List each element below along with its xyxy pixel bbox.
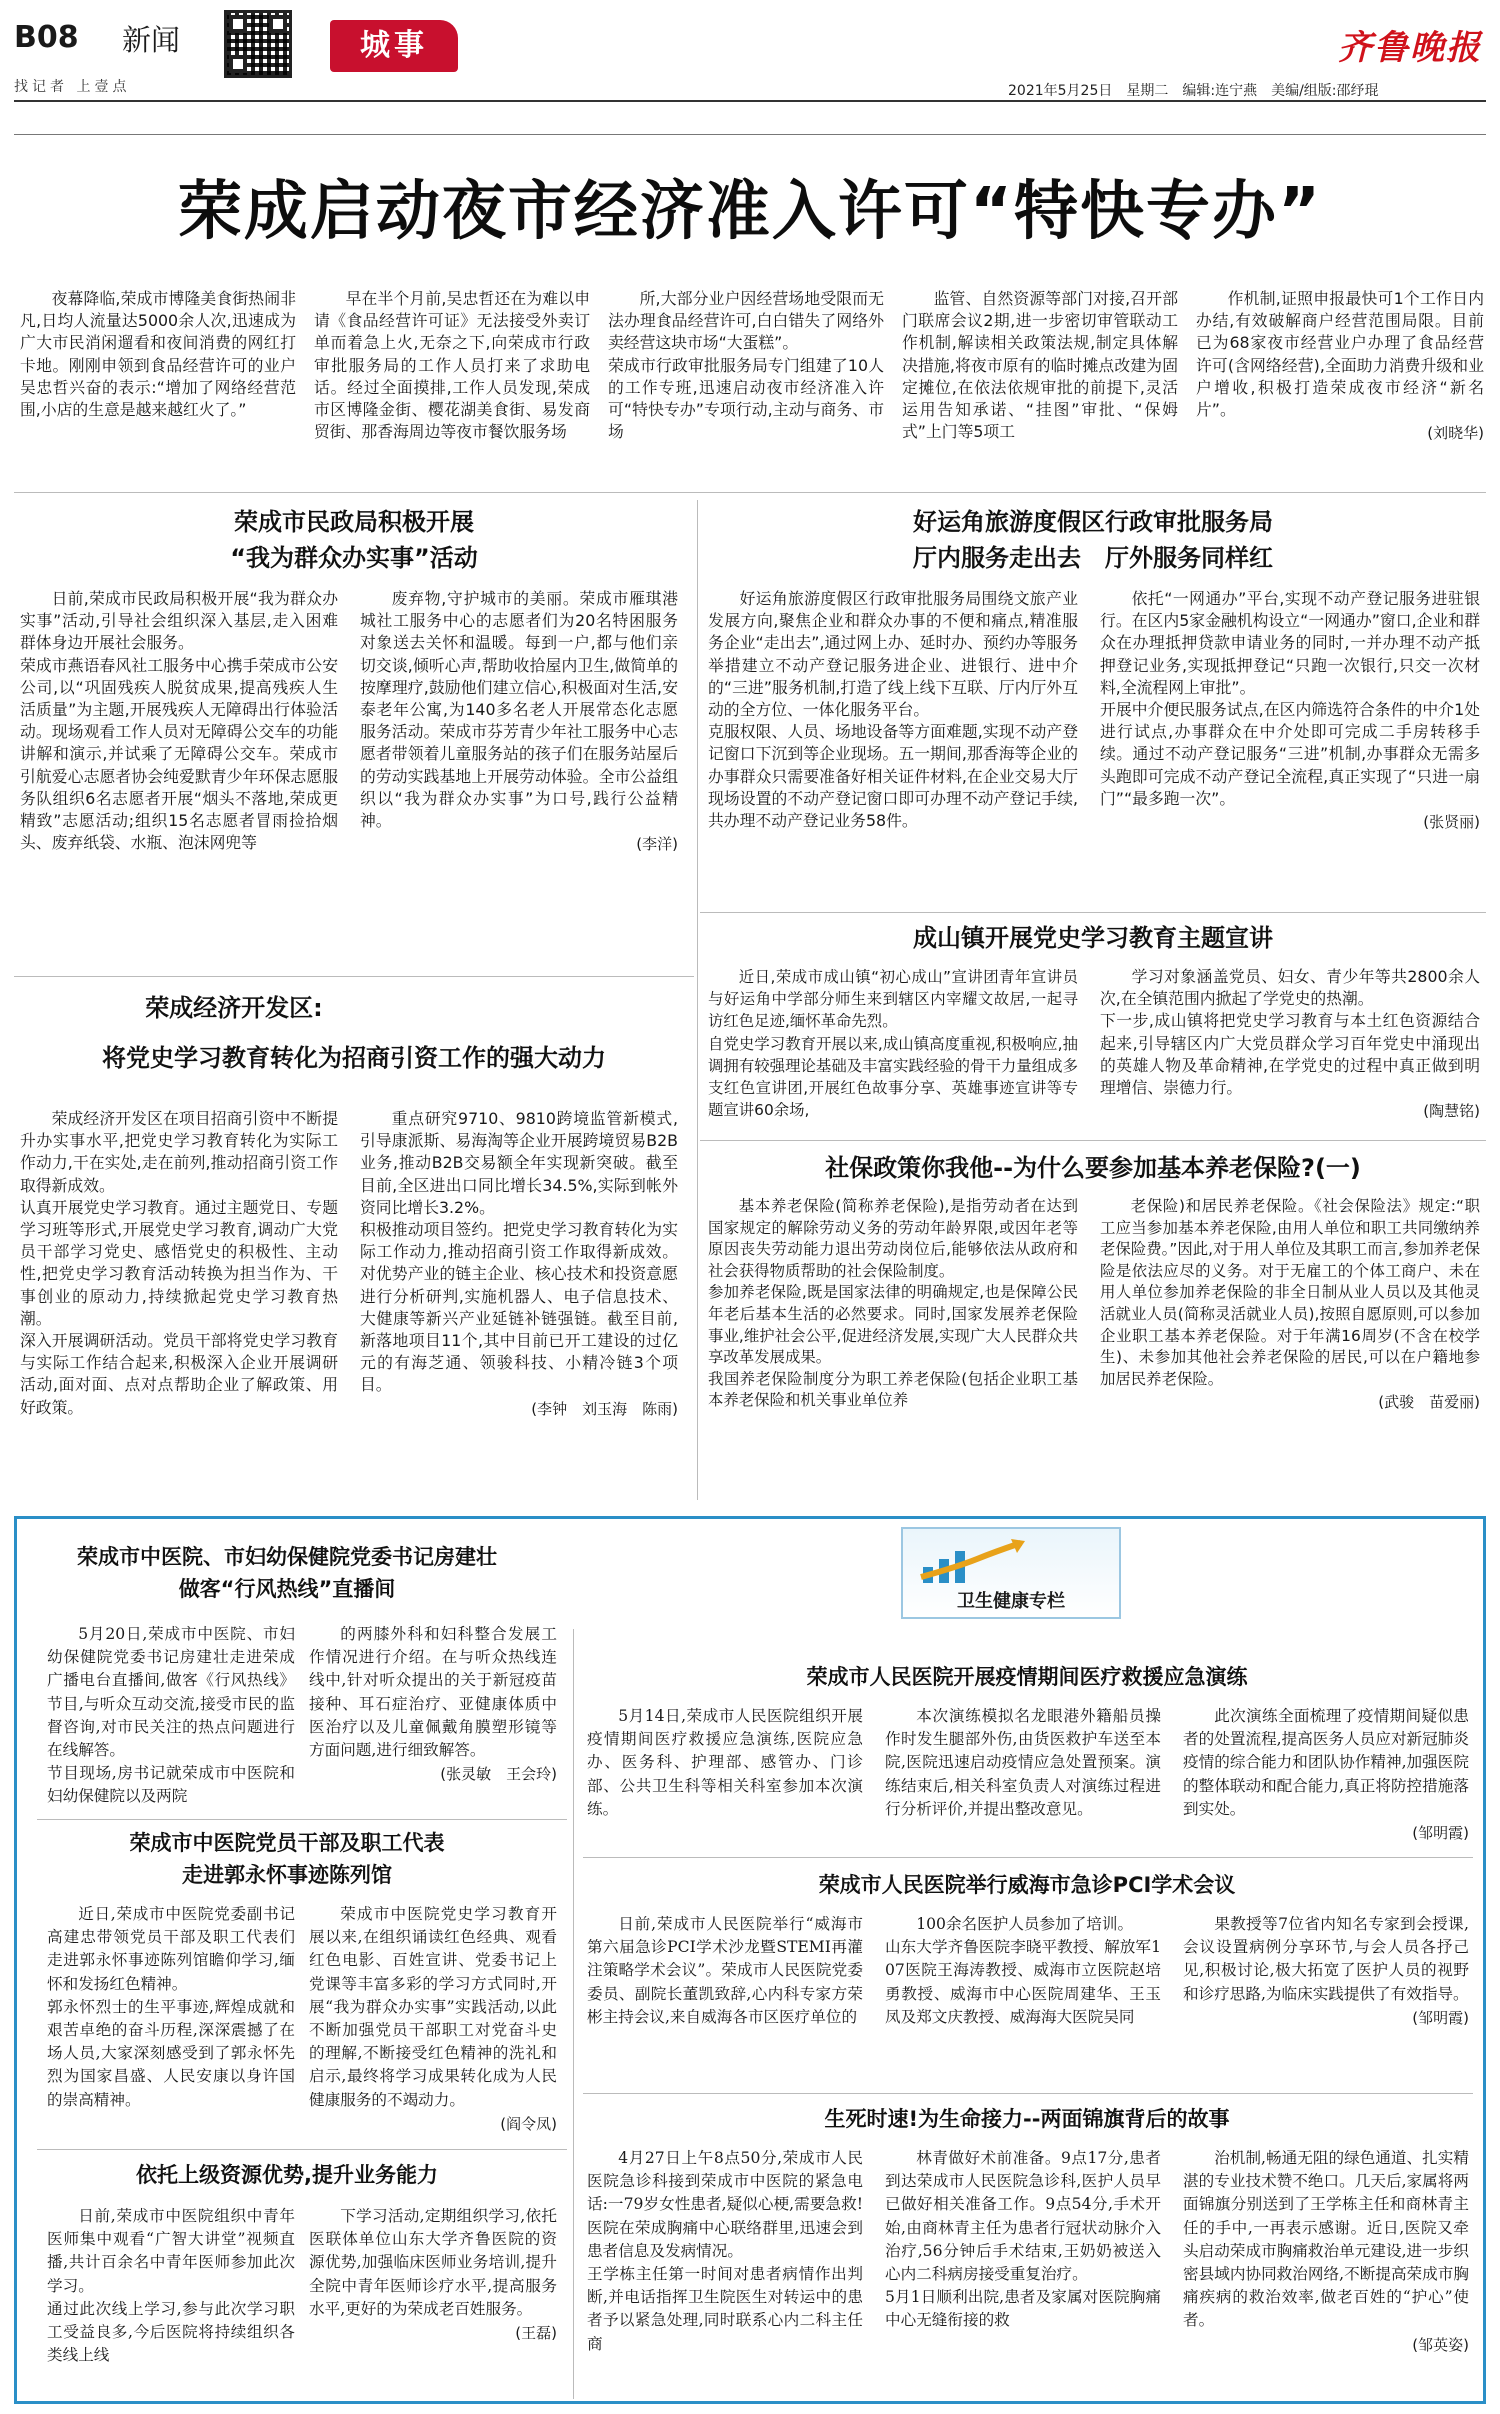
a1-text-4: 监管、自然资源等部门对接,召开部门联席会议2期,进一步密切审管联动工作机制,解读相关政策法规,制定具体解决措施,将夜市原有的临时摊点改建为固定摊位,在依法依规审批的前提下,灵活运用告知承诺、“挂图”审批、“保姆式”上门等5项工	[902, 289, 1178, 442]
section-tab: 城事	[330, 20, 458, 72]
a5-col-1	[708, 966, 1078, 1136]
b2-col-1	[47, 1903, 295, 2143]
b5-text-3: 果教授等7位省内知名专家到会授课,会议设置病例分享环节,与会人员各抒己见,积极讨论,极大拓宽了医护人员的视野和诊疗思路,为临床实践提供了有效指导。	[1183, 1915, 1469, 2003]
rule-a4	[700, 912, 1486, 913]
b1-title-2: 做客“行风热线”直播间	[178, 1577, 396, 1601]
b1-text-1: 5月20日,荣成市中医院、市妇幼保健院党委书记房建壮走进荣成广播电台直播间,做客《行风热线》节目,与听众互动交流,接受市民的监督咨询,对市民关注的热点问题进行在线解答。 节目现场,房书记就荣成市中医院和妇幼保健院以及两院	[47, 1625, 295, 1806]
a3-byline: (李钟 刘玉海 陈雨)	[531, 1399, 678, 1418]
b3-col-2	[309, 2205, 557, 2395]
rule-a2	[14, 976, 694, 977]
chart-arrow-icon	[917, 1537, 1027, 1587]
b1-col-2	[309, 1623, 557, 1815]
b6-col-1	[587, 2147, 863, 2397]
a4-title-1: 好运角旅游度假区行政审批服务局	[913, 508, 1273, 536]
b3-byline: (王磊)	[515, 2324, 557, 2343]
rule-a5	[700, 1140, 1486, 1141]
newspaper-logo: 齐鲁晚报	[1338, 28, 1482, 68]
b6-title: 生死时速!为生命接力--两面锦旗背后的故事	[824, 2107, 1230, 2131]
b5-text-1: 日前,荣成市人民医院举行“威海市第六届急诊PCI学术沙龙暨STEMI再灌注策略学术会议”。荣成市人民医院党委委员、副院长董凯致辞,心内科专家方荣彬主持会议,来自威海各市区医疗单位的	[587, 1915, 863, 2026]
b1-byline: (张灵敏 王会玲)	[440, 1765, 557, 1784]
b6-col-3	[1183, 2147, 1469, 2397]
rule-b4	[583, 1857, 1473, 1858]
a1-text-1: 夜幕降临,荣成市博隆美食街热闹非凡,日均人流量达5000余人次,迅速成为广大市民消闲遛看和夜间消费的网红打卡地。刚刚申领到食品经营许可的业户吴忠哲兴奋的表示:“增加了网络经营范围,小店的生意是越来越红火了。”	[20, 289, 296, 420]
a4-col-1	[708, 588, 1078, 888]
b3-title: 依托上级资源优势,提升业务能力	[136, 2163, 438, 2187]
a2-col-2	[360, 588, 678, 968]
vrule-health	[573, 1629, 574, 2399]
a1-col-4	[902, 288, 1178, 488]
b4-text-2: 本次演练模拟名龙眼港外籍船员操作时发生腿部外伤,由货医救护车送至本院,医院迅速启动疫情应急处置预案。演练结束后,相关科室负责人对演练过程进行分析评价,并提出整改意见。	[885, 1707, 1161, 1818]
b2-text-2: 荣成市中医院党史学习教育开展以来,在组织诵读红色经典、观看红色电影、百姓宣讲、党委书记上党课等丰富多彩的学习方式同时,开展“我为群众办实事”实践活动,以此不断加强党员干部职工对党奋斗史的理解,不断接受红色精神的洗礼和启示,最终将学习成果转化成为人民健康服务的不竭动力。	[309, 1905, 557, 2109]
a2-title-2: “我为群众办实事”活动	[230, 544, 478, 572]
b5-col-2	[885, 1913, 1161, 2091]
a4-col-2	[1100, 588, 1480, 888]
a5-col-2	[1100, 966, 1480, 1136]
a6-title: 社保政策你我他--为什么要参加基本养老保险?(一)	[825, 1154, 1361, 1182]
a6-byline: (武骏 苗爱丽)	[1378, 1393, 1480, 1412]
b5-col-1	[587, 1913, 863, 2091]
a1-col-3	[608, 288, 884, 488]
rule-a1	[14, 492, 1486, 493]
b4-col-3	[1183, 1705, 1469, 1855]
a6-text-1: 基本养老保险(简称养老保险),是指劳动者在达到国家规定的解除劳动义务的劳动年龄界限,或因年老等原因丧失劳动能力退出劳动岗位后,能够依法从政府和社会获得物质帮助的社会保险制度。 参加养老保险,既是国家法律的明确规定,也是保障公民年老后基本生活的必然要求。同时,国家发展养老保险事业,维护社会公平,促进经济发展,实现广大人民群众共享改革发展成果。 我国养老保险制度分为职工养老保险(包括企业职工基本养老保险和机关事业单位养	[708, 1197, 1078, 1410]
b6-text-3: 治机制,畅通无阻的绿色通道、扎实精湛的专业技术赞不绝口。几天后,家属将两面锦旗分别送到了王学栋主任和商林青主任的手中,一再表示感谢。近日,医院又牵头启动荣成市胸痛救治单元建设,进一步织密县域内协同救治网络,不断提高荣成市胸痛疾病的救治效率,做老百姓的“护心”使者。	[1183, 2149, 1469, 2330]
a1-col-5	[1196, 288, 1484, 488]
rule-b5	[583, 2093, 1473, 2094]
a4-byline: (张贤丽)	[1423, 813, 1480, 832]
a1-byline: (刘晓华)	[1427, 424, 1484, 443]
a1-text-2: 早在半个月前,吴忠哲还在为难以申请《食品经营许可证》无法接受外卖订单而着急上火,无奈之下,向荣成市行政审批服务局的工作人员打来了求助电话。经过全面摸排,工作人员发现,荣成市区博隆金街、樱花湖美食街、易发商贸街、那香海周边等夜市餐饮服务场	[314, 289, 590, 442]
a1-col-2	[314, 288, 590, 488]
a2-col-1	[20, 588, 338, 968]
a4-title-2: 厅内服务走出去 厅外服务同样红	[913, 544, 1273, 572]
b6-col-2	[885, 2147, 1161, 2397]
b3-col-1	[47, 2205, 295, 2395]
tagline: 找记者 上壹点	[14, 79, 131, 95]
a2-byline: (李洋)	[636, 835, 678, 854]
a1-col-1	[20, 288, 296, 488]
b2-title-1: 荣成市中医院党员干部及职工代表	[129, 1831, 445, 1855]
b1-text-2: 的两膝外科和妇科整合发展工作情况进行介绍。在与听众热线连线中,针对听众提出的关于新冠疫苗接种、耳石症治疗、亚健康体质中医治疗以及儿童佩戴角膜塑形镜等方面问题,进行细致解答。	[309, 1625, 557, 1760]
b4-col-1	[587, 1705, 863, 1855]
a6-col-2	[1100, 1196, 1480, 1506]
b2-text-1: 近日,荣成市中医院党委副书记高建忠带领党员干部及职工代表们走进郭永怀事迹陈列馆瞻仰学习,缅怀和发扬红色精神。 郭永怀烈士的生平事迹,辉煌成就和艰苦卓绝的奋斗历程,深深震撼了在场人员,大家深刻感受到了郭永怀先烈为国家昌盛、人民安康以身许国的崇高精神。	[47, 1905, 295, 2109]
health-label: 卫生健康专栏	[957, 1591, 1065, 1611]
rule-b1	[37, 1819, 567, 1820]
b2-col-2	[309, 1903, 557, 2143]
vrule-mid-1	[697, 500, 698, 1500]
b5-byline: (邹明霞)	[1412, 2008, 1469, 2027]
b3-text-1: 日前,荣成市中医院组织中青年医师集中观看“广智大讲堂”视频直播,共计百余名中青年医师参加此次学习。 通过此次线上学习,参与此次学习职工受益良多,今后医院将持续组织各类线上线	[47, 2207, 295, 2365]
rule-b2	[37, 2149, 567, 2150]
a6-col-1	[708, 1196, 1078, 1506]
b2-title-2: 走进郭永怀事迹陈列馆	[182, 1863, 392, 1887]
a5-title: 成山镇开展党史学习教育主题宣讲	[913, 924, 1273, 952]
b1-col-1	[47, 1623, 295, 1815]
a5-text-1: 近日,荣成市成山镇“初心成山”宣讲团青年宣讲员与好运角中学部分师生来到辖区内宰耀文故居,一起寻访红色足迹,缅怀革命先烈。 自党史学习教育开展以来,成山镇高度重视,积极响应,抽调拥有较强理论基础及丰富实践经验的骨干力量组成多支红色宣讲团,开展红色故事分享、英雄事迹宣讲等专题宣讲60余场,	[708, 968, 1078, 1120]
b4-byline: (邹明霞)	[1412, 1824, 1469, 1843]
a3-title-2: 将党史学习教育转化为招商引资工作的强大动力	[102, 1044, 606, 1072]
b3-text-2: 下学习活动,定期组织学习,依托医联体单位山东大学齐鲁医院的资源优势,加强临床医师业务培训,提升全院中青年医师诊疗水平,提高服务水平,更好的为荣成老百姓服务。	[309, 2207, 557, 2318]
header-rule-2	[14, 134, 1486, 135]
a4-text-2: 依托“一网通办”平台,实现不动产登记服务进驻银行。在区内5家金融机构设立“一网通办”窗口,企业和群众在办理抵押贷款申请业务的同时,一并办理不动产抵押登记业务,实现抵押登记“只跑一次银行,只交一次材料,全流程网上审批”。 开展中介便民服务试点,在区内筛选符合条件的中介1处进行试点,办事群众在中介处即可完成二手房转移手续。通过不动产登记服务“三进”机制,办事群众无需多头跑即可完成不动产登记全流程,真正实现了“只进一扇门”“最多跑一次”。	[1100, 589, 1480, 808]
header-rule	[14, 100, 1486, 102]
a5-text-2: 学习对象涵盖党员、妇女、青少年等共2800余人次,在全镇范围内掀起了学党史的热潮。 下一步,成山镇将把党史学习教育与本土红色资源结合起来,引导辖区内广大党员群众学习百年党史中涌现出的英雄人物及革命精神,在学党史的过程中真正做到明理增信、崇德力行。	[1100, 967, 1480, 1098]
a5-byline: (陶慧铭)	[1423, 1102, 1480, 1121]
a4-text-1: 好运角旅游度假区行政审批服务局围绕文旅产业发展方向,聚焦企业和群众办事的不便和痛点,精准服务企业“走出去”,通过网上办、延时办、预约办等服务举措建立不动产登记服务进企业、进银行、进中介的“三进”服务机制,打造了线上线下互联、厅内厅外互动的全方位、一体化服务平台。 克服权限、人员、场地设备等方面难题,实现不动产登记窗口下沉到等企业现场。五一期间,那香海等企业的办事群众只需要准备好相关证件材料,在企业交易大厅现场设置的不动产登记窗口即可办理不动产登记手续,共办理不动产登记业务58件。	[708, 589, 1078, 831]
b4-col-2	[885, 1705, 1161, 1855]
b4-title: 荣成市人民医院开展疫情期间医疗救援应急演练	[806, 1665, 1248, 1689]
b1-title-1: 荣成市中医院、市妇幼保健院党委书记房建壮	[77, 1545, 497, 1569]
a2-text-2: 废弃物,守护城市的美丽。荣成市雁琪港城社工服务中心的志愿者们为20名特困服务对象送去关怀和温暖。每到一户,都与他们亲切交谈,倾听心声,帮助收拾屋内卫生,做简单的按摩理疗,鼓励他们建立信心,积极面对生活,安泰老年公寓,为140多名老人开展常态化志愿服务活动。荣成市芬芳青少年社工服务中心志愿者带领着儿童服务站的孩子们在服务站屋后的劳动实践基地上开展劳动体验。全市公益组织以“我为群众办实事”为口号,践行公益精神。	[360, 589, 678, 831]
a1-text-5: 作机制,证照申报最快可1个工作日内办结,有效破解商户经营范围局限。目前已为68家夜市经营业户办理了食品经营许可(含网络经营),全面助力消费升级和业户增收,积极打造荣成夜市经济“新名片”。	[1196, 289, 1484, 420]
a1-text-3: 所,大部分业户因经营场地受限而无法办理食品经营许可,白白错失了网络外卖经营这块市场“大蛋糕”。 荣成市行政审批服务局专门组建了10人的工作专班,迅速启动夜市经济准入许可“特快专办”专项行动,主动与商务、市场	[608, 289, 884, 442]
a3-col-2	[360, 1108, 678, 1508]
b6-byline: (邹英姿)	[1412, 2335, 1469, 2354]
a3-title-1: 荣成经济开发区:	[145, 994, 323, 1022]
a3-text-1: 荣成经济开发区在项目招商引资中不断提升办实事水平,把党史学习教育转化为实际工作动力,干在实处,走在前列,推动招商引资工作取得新成效。 认真开展党史学习教育。通过主题党日、专题学习班等形式,开展党史学习教育,调动广大党员干部学习党史、感悟党史的积极性、主动性,把党史学习教育活动转换为担当作为、干事创业的原动力,持续掀起党史学习教育热潮。 深入开展调研活动。党员干部将党史学习教育与实际工作结合起来,积极深入企业开展调研活动,面对面、点对点帮助企业了解政策、用好政策。	[20, 1109, 338, 1417]
date-line: 2021年5月25日 星期二 编辑:连宁燕 美编/组版:邵纾琨	[1008, 83, 1379, 99]
main-headline: 荣成启动夜市经济准入许可“特快专办”	[177, 175, 1323, 249]
b5-col-3	[1183, 1913, 1469, 2091]
b5-text-2: 100余名医护人员参加了培训。 山东大学齐鲁医院李晓平教授、解放军107医院王海涛教授、威海市立医院赵培勇教授、威海市中心医院周建华、王玉凤及郑文庆教授、威海海大医院吴同	[885, 1915, 1161, 2026]
section-name: 新闻	[122, 23, 181, 57]
b5-title: 荣成市人民医院举行威海市急诊PCI学术会议	[818, 1873, 1236, 1897]
qr-code-icon	[224, 10, 292, 78]
health-banner	[901, 1527, 1121, 1619]
a3-text-2: 重点研究9710、9810跨境监管新模式,引导康派斯、易海淘等企业开展跨境贸易B2B业务,推动B2B交易额全年实现新突破。截至目前,全区进出口同比增长34.5%,实际到帐外资同比增长3.2%。 积极推动项目签约。把党史学习教育转化为实际工作动力,推动招商引资工作取得新成效。对优势产业的链主企业、核心技术和投资意愿进行分析研判,实施机器人、电子信息技术、大健康等新兴产业延链补链强链。截至目前,新落地项目11个,其中目前已开工建设的过亿元的有海芝通、领骏科技、小精冷链3个项目。	[360, 1109, 678, 1395]
a2-title-1: 荣成市民政局积极开展	[234, 508, 474, 536]
b6-text-1: 4月27日上午8点50分,荣成市人民医院急诊科接到荣成市中医院的紧急电话:一79岁女性患者,疑似心梗,需要急救!医院在荣成胸痛中心联络群里,迅速会到患者信息及发病情况。 王学栋主任第一时间对患者病情作出判断,并电话指挥卫生院医生对转运中的患者予以紧急处理,同时联系心内二科主任商	[587, 2149, 863, 2353]
a2-text-1: 日前,荣成市民政局积极开展“我为群众办实事”活动,引导社会组织深入基层,走入困难群体身边开展社会服务。 荣成市燕语春风社工服务中心携手荣成市公安公司,以“巩固残疾人脱贫成果,提高残疾人生活质量”为主题,开展残疾人无障碍出行体验活动。现场观看工作人员对无障碍公交车的功能讲解和演示,并试乘了无障碍公交车。荣成市引航爱心志愿者协会纯爱默青少年环保志愿服务队组织6名志愿者开展“烟头不落地,荣成更精致”志愿活动;组织15名志愿者冒雨捡拾烟头、废弃纸袋、水瓶、泡沫网兜等	[20, 589, 338, 853]
a3-col-1	[20, 1108, 338, 1508]
page-number: B08	[14, 20, 79, 55]
b4-text-3: 此次演练全面梳理了疫情期间疑似患者的处置流程,提高医务人员应对新冠肺炎疫情的综合能力和团队协作精神,加强医院的整体联动和配合能力,真正将防控措施落到实处。	[1183, 1707, 1469, 1818]
b2-byline: (阎令凤)	[500, 2114, 557, 2133]
b6-text-2: 林青做好术前准备。9点17分,患者到达荣成市人民医院急诊科,医护人员早已做好相关准备工作。9点54分,手术开始,由商林青主任为患者行冠状动脉介入治疗,56分钟后手术结束,王奶奶被送入心内二科病房接受重复治疗。 5月1日顺利出院,患者及家属对医院胸痛中心无缝衔接的救	[885, 2149, 1161, 2330]
a6-text-2: 老保险)和居民养老保险。《社会保险法》规定:“职工应当参加基本养老保险,由用人单位和职工共同缴纳养老保险费。”因此,对于用人单位及其职工而言,参加养老保险是依法应尽的义务。对于无雇工的个体工商户、未在用人单位参加养老保险的非全日制从业人员以及其他灵活就业人员(简称灵活就业人员),按照自愿原则,可以参加企业职工基本养老保险。对于年满16周岁(不含在校学生)、未参加其他社会养老保险的居民,可以在户籍地参加居民养老保险。	[1100, 1197, 1480, 1388]
health-column	[14, 1516, 1486, 2404]
b4-text-1: 5月14日,荣成市人民医院组织开展疫情期间医疗救援应急演练,医院应急办、医务科、护理部、感管办、门诊部、公共卫生科等相关科室参加本次演练。	[587, 1707, 863, 1818]
